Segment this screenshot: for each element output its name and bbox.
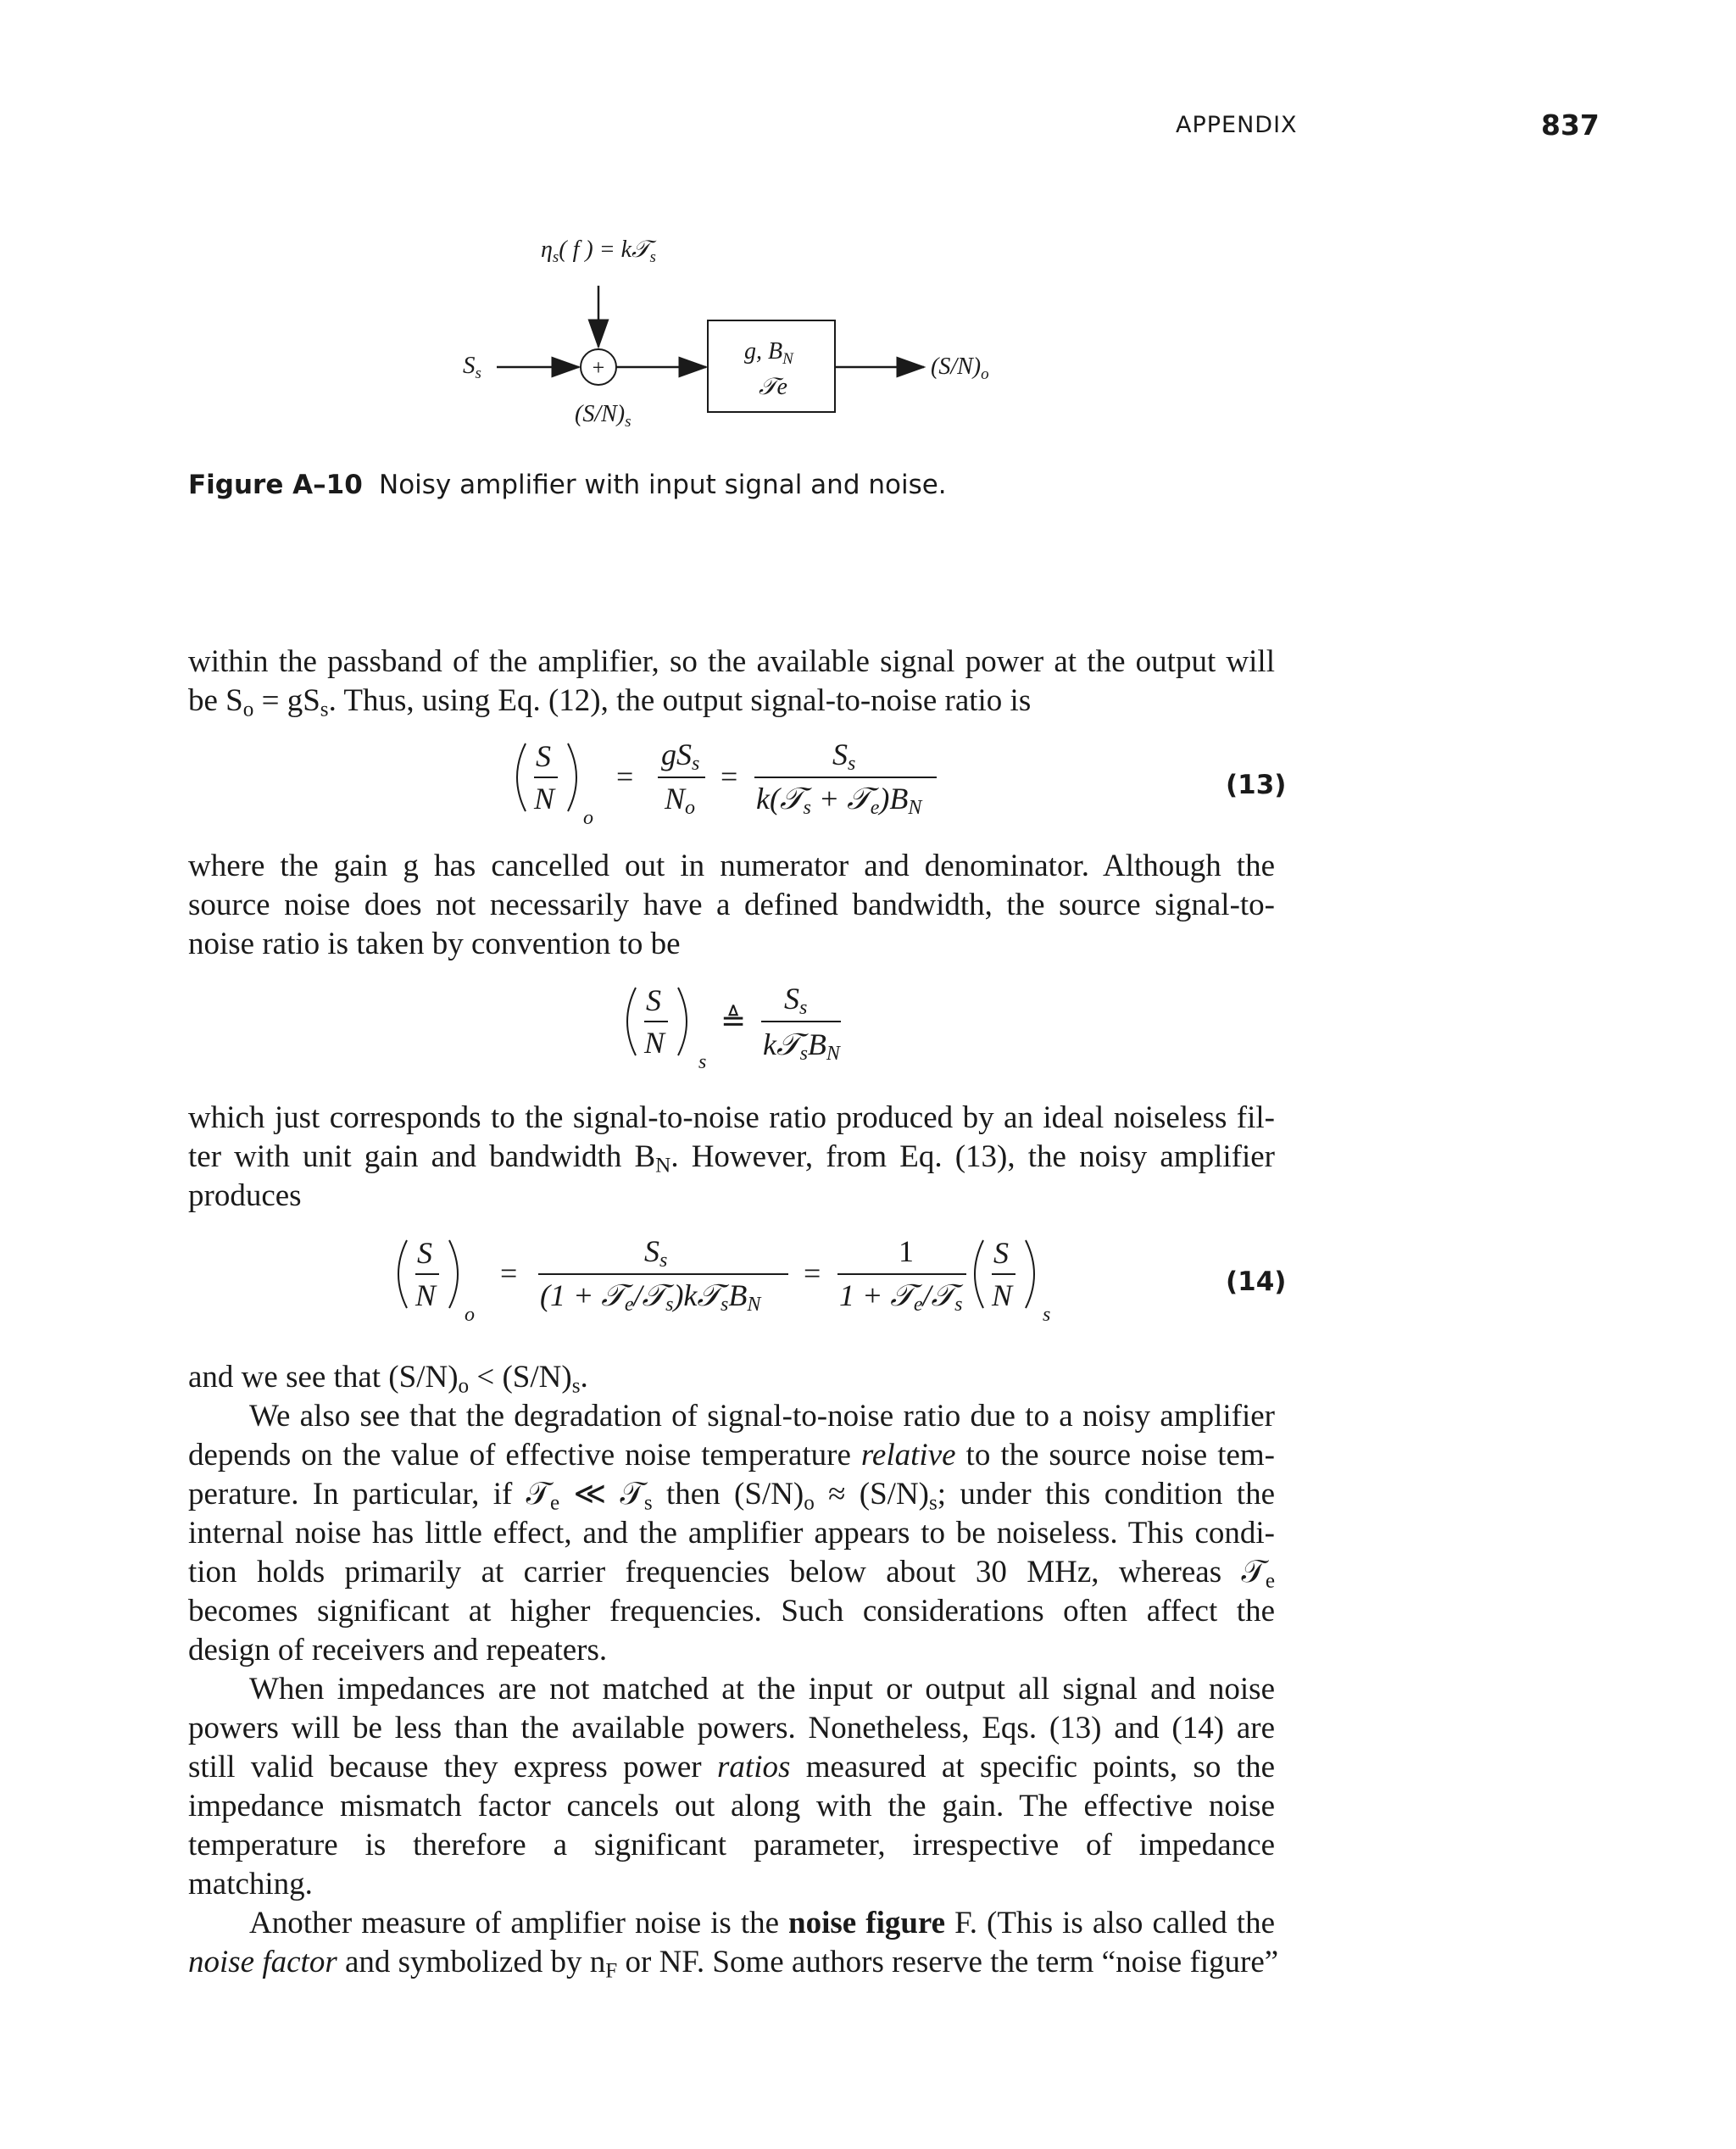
svg-text:o: o [583, 807, 593, 829]
text-line: internal noise has little effect, and the amplifier appears to be noiseless. This condi- [188, 1516, 1275, 1551]
text-line: noise factor and symbolized by $n_F$ or NF. Some authors reserve the term “noise figure” [188, 1945, 1279, 1983]
svg-text:1 + 𝒯e/𝒯s: 1 + 𝒯e/𝒯s [839, 1278, 963, 1316]
text-line: produces [188, 1178, 302, 1213]
svg-text:=: = [804, 1256, 821, 1290]
text-line: where the gain g has cancelled out in numerator and denominator. Although the [188, 849, 1275, 883]
svg-text:S: S [536, 739, 551, 773]
text-line: depends on the value of effective noise temperature relative to the source noise tem- [188, 1438, 1276, 1473]
svg-text:1: 1 [899, 1234, 914, 1268]
paragraph-3 [188, 1099, 1275, 1216]
text-line: perature. In particular, if 𝒯$_e$ ≪ 𝒯$_s$ then $(S/N)_o \approx (S/N)_s$; under this condition the [188, 1477, 1276, 1515]
signal-input-label: $S_s$ [463, 352, 481, 382]
equation-13-number: (13) [1226, 770, 1287, 800]
svg-text:Ss: Ss [644, 1234, 668, 1272]
svg-text:=: = [616, 760, 634, 793]
text-line: ter with unit gain and bandwidth $B_N$. However, from Eq. (13), the noisy amplifier [188, 1139, 1275, 1177]
svg-text:S: S [646, 983, 661, 1017]
paragraph-2 [188, 847, 1275, 964]
text-line: When impedances are not matched at the input or output all signal and noise [249, 1672, 1275, 1706]
svg-text:S: S [993, 1236, 1009, 1270]
running-header-section: APPENDIX [1176, 112, 1298, 138]
noise-input-label: $\eta_s$( f ) = k𝒯$_s$ [541, 237, 656, 266]
text-line: within the passband of the amplifier, so the available signal power at the output will [188, 644, 1275, 679]
text-line: source noise does not necessarily have a defined bandwidth, the source signal-to- [188, 888, 1275, 922]
svg-text:Ss: Ss [832, 738, 856, 775]
noisy-amplifier-diagram [449, 233, 1043, 445]
equation-13 [509, 731, 983, 832]
text-line: Another measure of amplifier noise is the noise figure F. (This is also called the [249, 1906, 1275, 1940]
amplifier-gain-bandwidth-label: g, $B_N$ [744, 338, 793, 368]
paragraph-body [188, 1358, 1279, 1983]
svg-text:N: N [415, 1278, 437, 1312]
text-line: matching. [188, 1867, 313, 1901]
text-line: impedance mismatch factor cancels out along with the gain. The effective noise [188, 1789, 1275, 1823]
svg-text:o: o [465, 1304, 475, 1326]
svg-text:=: = [721, 760, 738, 793]
svg-text:No: No [665, 782, 696, 819]
text-line: still valid because they express power ratios measured at specific points, so the [188, 1750, 1275, 1784]
svg-text:=: = [500, 1256, 518, 1290]
text-line: We also see that the degradation of signal-to-noise ratio due to a noisy amplifier [249, 1399, 1275, 1434]
text-line: and we see that $(S/N)_o < (S/N)_s$. [188, 1360, 588, 1398]
text-line: powers will be less than the available powers. Nonetheless, Eqs. (13) and (14) are [188, 1711, 1275, 1745]
svg-text:N: N [644, 1026, 665, 1060]
summer-snr-label: $(S/N)_s$ [575, 401, 632, 431]
svg-text:s: s [1043, 1304, 1051, 1326]
svg-text:k𝒯sBN: k𝒯sBN [763, 1027, 840, 1065]
svg-text:s: s [698, 1051, 707, 1073]
text-line: be $S_o = gS_s$. Thus, using Eq. (12), the output signal-to-noise ratio is [188, 683, 1032, 721]
output-snr-label: $(S/N)_o$ [931, 354, 989, 383]
svg-text:gSs: gSs [661, 738, 700, 775]
text-line: noise ratio is taken by convention to be [188, 927, 681, 961]
equation-14-number: (14) [1226, 1267, 1287, 1297]
page-number: 837 [1541, 109, 1600, 142]
figure-label: Figure A–10 [188, 470, 363, 500]
equation-source-snr-definition [619, 975, 899, 1081]
equation-14 [390, 1228, 1110, 1329]
svg-text:Ss: Ss [784, 982, 808, 1019]
text-line: tion holds primarily at carrier frequencies below about 30 MHz, whereas 𝒯$_e$ [188, 1555, 1275, 1593]
svg-text:≜: ≜ [721, 1004, 747, 1038]
svg-text:(1 + 𝒯e/𝒯s)k𝒯sBN: (1 + 𝒯e/𝒯s)k𝒯sBN [540, 1278, 761, 1316]
amplifier-noise-temp-label: 𝒯e [759, 374, 787, 400]
text-line: design of receivers and repeaters. [188, 1633, 608, 1667]
text-line: temperature is therefore a significant parameter, irrespective of impedance [188, 1828, 1275, 1862]
text-line: which just corresponds to the signal-to-noise ratio produced by an ideal noiseless fil- [188, 1100, 1275, 1135]
figure-caption: Noisy amplifier with input signal and noise. [379, 470, 947, 500]
summer-plus-symbol: + [592, 355, 605, 380]
text-line: becomes significant at higher frequencies. Such considerations often affect the [188, 1594, 1275, 1628]
paragraph-1 [188, 643, 1275, 721]
svg-text:N: N [534, 782, 555, 816]
svg-text:N: N [992, 1278, 1013, 1312]
svg-text:k(𝒯s + 𝒯e)BN: k(𝒯s + 𝒯e)BN [756, 782, 922, 819]
svg-text:S: S [417, 1236, 432, 1270]
